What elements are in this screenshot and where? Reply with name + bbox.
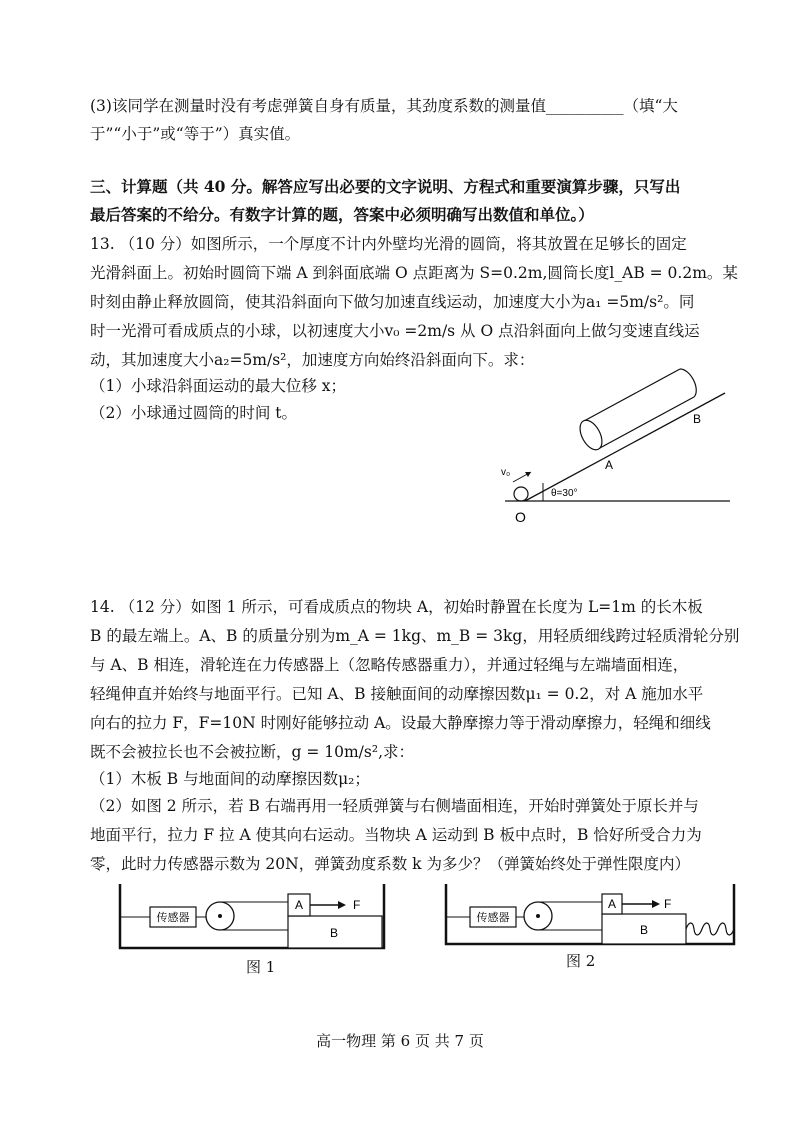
q14-line5: 向右的拉力 F，F=10N 时刚好能够拉动 A。设最大静摩擦力等于滑动摩擦力，轻绳和细线 xyxy=(90,714,711,732)
force-F-arrow-head xyxy=(652,900,660,908)
q13-line1: 13. （10 分）如图所示，一个厚度不计内外壁均光滑的圆筒，将其放置在足够长的固定 xyxy=(90,235,687,253)
q14-sub1: （1）木板 B 与地面间的动摩擦因数μ₂； xyxy=(90,770,370,788)
page-footer: 高一物理 第 6 页 共 7 页 xyxy=(316,1032,484,1050)
q13-line4: 时一光滑可看成质点的小球，以初速度大小v₀ =2m/s 从 O 点沿斜面向上做匀变速直线运 xyxy=(90,322,700,340)
figure-1-caption: 图 1 xyxy=(246,958,276,976)
force-F-label: F xyxy=(664,897,672,911)
sensor-label: 传感器 xyxy=(476,912,510,924)
pulley-axle xyxy=(218,914,222,918)
q14-sub2-line1: （2）如图 2 所示，若 B 右端再用一轻质弹簧与右侧墙面相连，开始时弹簧处于原长并与 xyxy=(90,797,699,815)
q14-line2: B 的最左端上。A、B 的质量分别为m_A = 1kg、m_B = 3kg，用轻质细线跨过轻质滑轮分别 xyxy=(90,627,740,645)
q13-line3: 时刻由静止释放圆筒，使其沿斜面向下做匀加速直线运动，加速度大小为a₁ =5m/s²。同 xyxy=(90,293,695,311)
q13-sub1: （1）小球沿斜面运动的最大位移 x； xyxy=(90,377,347,395)
board-B-label: B xyxy=(329,926,339,940)
board-B-label: B xyxy=(639,923,649,937)
label-O: O xyxy=(515,509,526,525)
spring xyxy=(686,923,734,935)
q14-sub2-line3: 零，此时力传感器示数为 20N，弹簧劲度系数 k 为多少？（弹簧始终处于弹性限度内） xyxy=(90,855,690,873)
q14-line1: 14. （12 分）如图 1 所示，可看成质点的物块 A，初始时静置在长度为 L=1m 的长木板 xyxy=(90,598,703,616)
force-F-arrow-head xyxy=(338,901,346,909)
q12-part3-line1: (3)该同学在测量时没有考虑弹簧自身有质量，其劲度系数的测量值__________（填“大 xyxy=(90,97,678,115)
q14-line3: 与 A、B 相连，滑轮连在力传感器上（忽略传感器重力），并通过轻绳与左端墙面相连， xyxy=(90,656,689,674)
q13-line2: 光滑斜面上。初始时圆筒下端 A 到斜面底端 O 点距离为 S=0.2m,圆筒长度l_AB = 0.2m。某 xyxy=(90,264,738,282)
q14-line6: 既不会被拉长也不会被拉断，g = 10m/s²,求： xyxy=(90,743,415,761)
label-A: A xyxy=(605,458,614,472)
label-B: B xyxy=(693,412,702,426)
q14-figure-2 xyxy=(440,880,740,956)
q14-line4: 轻绳伸直并始终与地面平行。已知 A、B 接触面间的动摩擦因数μ₁ = 0.2，对 A 施加水平 xyxy=(90,685,704,703)
figure-2-caption: 图 2 xyxy=(566,952,596,970)
q12-part3-line2: 于”“小于”或“等于”）真实值。 xyxy=(90,125,301,143)
block-A-label: A xyxy=(294,898,304,912)
incline-line xyxy=(525,393,725,501)
q13-incline-figure xyxy=(495,365,735,535)
q13-sub2: （2）小球通过圆筒的时间 t。 xyxy=(90,404,298,422)
block-A-label: A xyxy=(607,897,617,911)
label-v0: v₀ xyxy=(501,467,511,478)
q14-figure-1 xyxy=(112,880,392,956)
q14-sub2-line2: 地面平行，拉力 F 拉 A 使其向右运动。当物块 A 运动到 B 板中点时，B 恰好所受合力为 xyxy=(90,826,702,844)
section3-heading-line2: 最后答案的不给分。有数字计算的题，答案中必须明确写出数值和单位。） xyxy=(90,205,594,224)
section3-heading-line1: 三、计算题（共 40 分。解答应写出必要的文字说明、方程式和重要演算步骤，只写出 xyxy=(90,177,681,196)
ball xyxy=(514,487,528,501)
force-F-label: F xyxy=(353,898,361,912)
label-theta: θ=30° xyxy=(551,488,578,499)
sensor-label: 传感器 xyxy=(156,912,190,924)
q13-line5: 动，其加速度大小a₂=5m/s²，加速度方向始终沿斜面向下。求： xyxy=(90,351,535,369)
pulley-axle xyxy=(536,914,540,918)
